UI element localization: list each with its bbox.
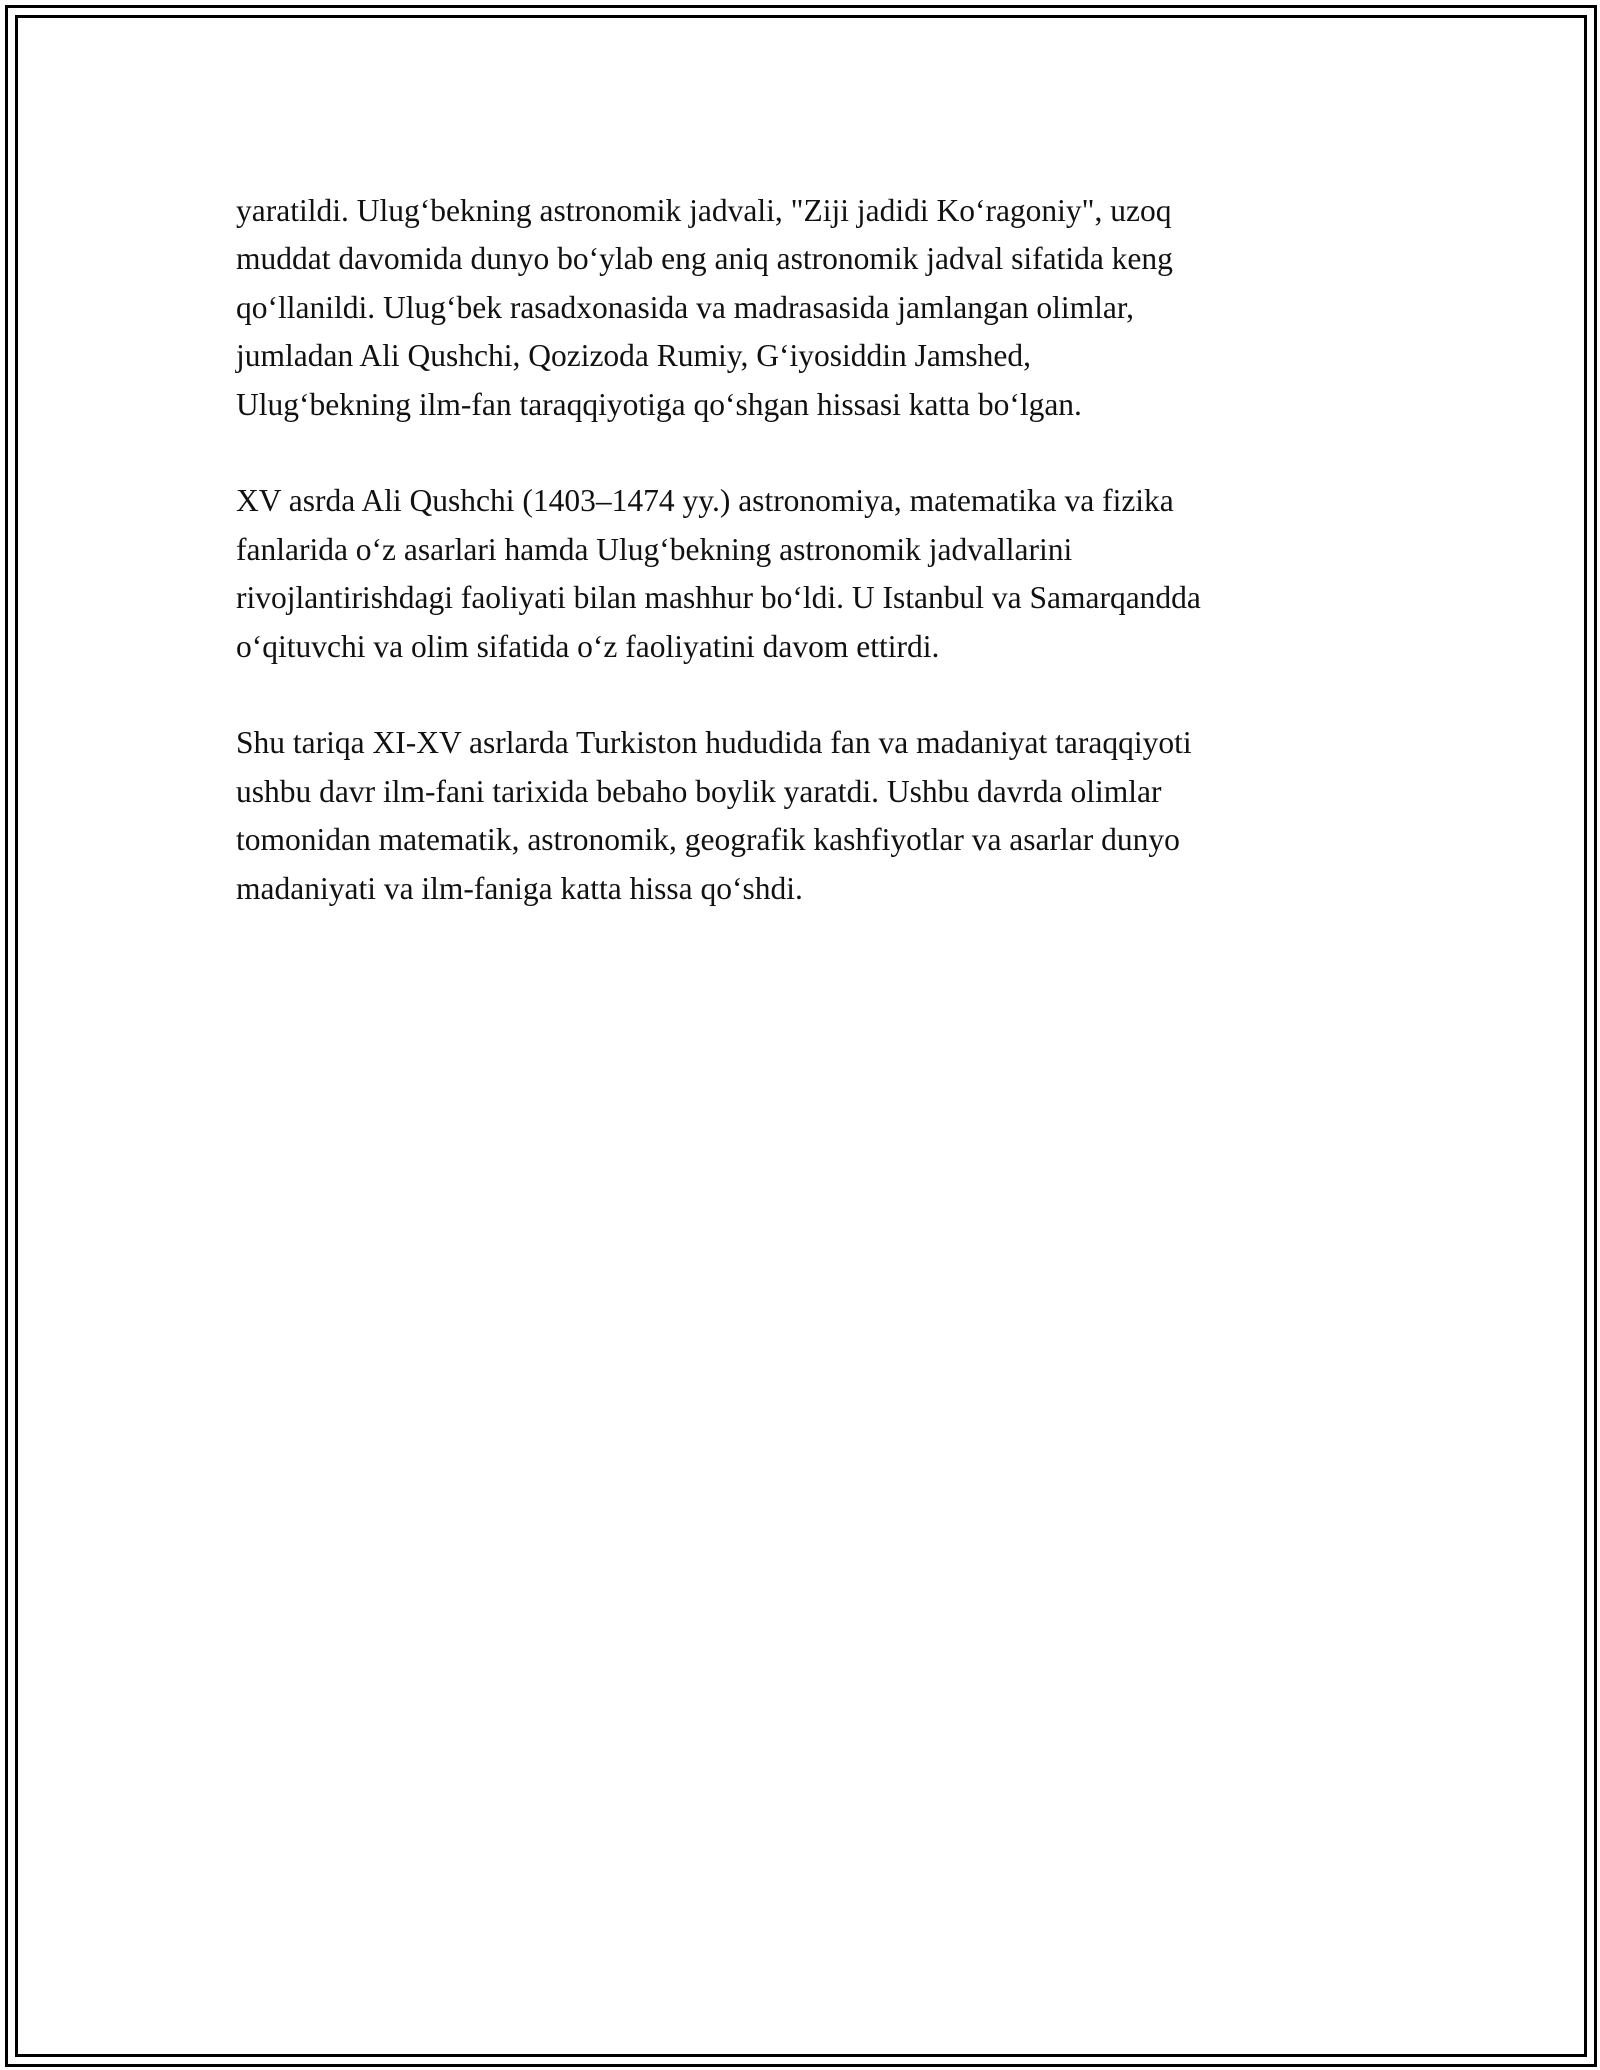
text-line: tomonidan matematik, astronomik, geografik kashfiyotlar va asarlar dunyo bbox=[236, 822, 1180, 858]
text-line: o‘qituvchi va olim sifatida o‘z faoliyatini davom ettirdi. bbox=[236, 628, 940, 664]
text-line: rivojlantirishdagi faoliyati bilan mashhur bo‘ldi. U Istanbul va Samarqandda bbox=[236, 580, 1201, 616]
document-body bbox=[236, 187, 1386, 961]
text-line: qo‘llanildi. Ulug‘bek rasadxonasida va madrasasida jamlangan olimlar, bbox=[236, 289, 1134, 325]
text-line: Ulug‘bekning ilm-fan taraqqiyotiga qo‘shgan hissasi katta bo‘lgan. bbox=[236, 386, 1082, 422]
text-line: muddat davomida dunyo bo‘ylab eng aniq astronomik jadval sifatida keng bbox=[236, 241, 1173, 277]
text-line: jumladan Ali Qushchi, Qozizoda Rumiy, G‘iyosiddin Jamshed, bbox=[236, 338, 1031, 374]
paragraph-3 bbox=[236, 719, 1386, 913]
text-line: fanlarida o‘z asarlari hamda Ulug‘bekning astronomik jadvallarini bbox=[236, 531, 1073, 567]
text-line: yaratildi. Ulug‘bekning astronomik jadvali, "Ziji jadidi Ko‘ragoniy", uzoq bbox=[236, 193, 1172, 228]
paragraph-1 bbox=[236, 187, 1386, 429]
text-line: ushbu davr ilm-fani tarixida bebaho boylik yaratdi. Ushbu davrda olimlar bbox=[236, 773, 1162, 809]
text-line: madaniyati va ilm-faniga katta hissa qo‘shdi. bbox=[236, 870, 803, 906]
text-line: XV asrda Ali Qushchi (1403–1474 yy.) astronomiya, matematika va fizika bbox=[236, 483, 1174, 519]
text-line: Shu tariqa XI-XV asrlarda Turkiston hududida fan va madaniyat taraqqiyoti bbox=[236, 725, 1192, 761]
paragraph-2 bbox=[236, 477, 1386, 671]
